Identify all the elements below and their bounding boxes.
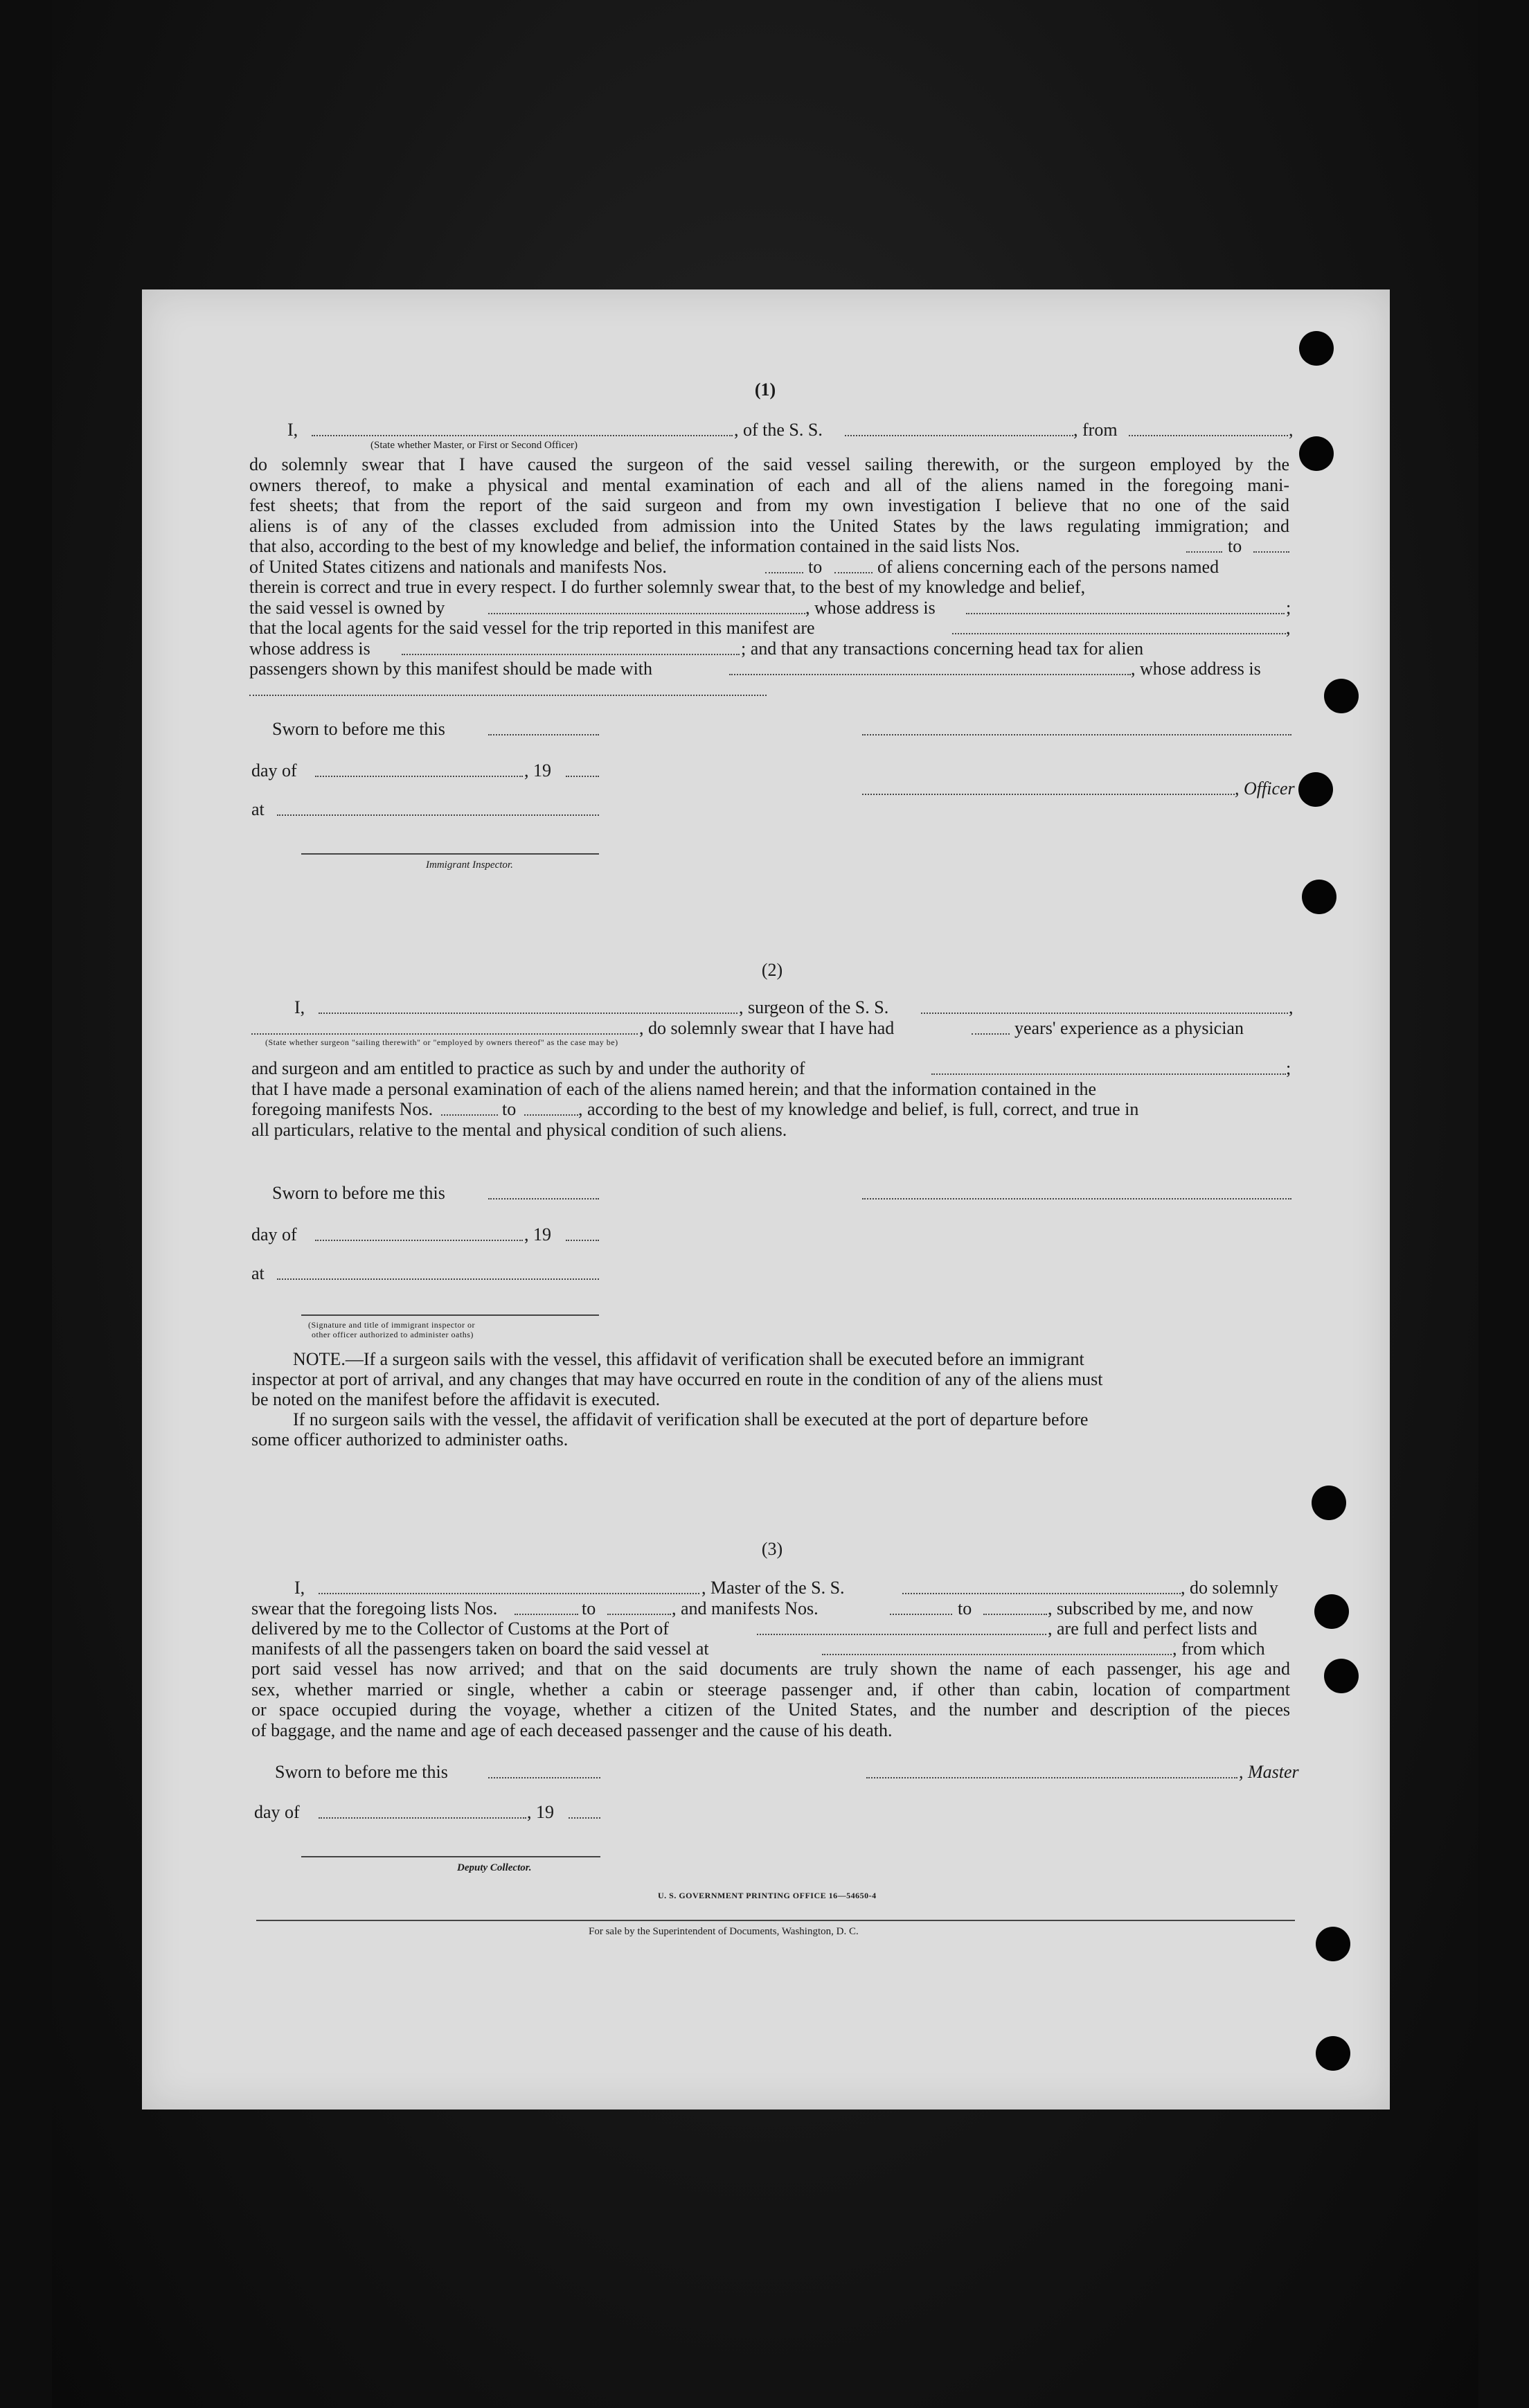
s2-at-field[interactable] — [277, 1278, 599, 1280]
punch-hole — [1298, 772, 1333, 807]
s3-to-a: to — [582, 1598, 596, 1618]
s3-year-field[interactable] — [569, 1817, 600, 1819]
s1-line-7: therein is correct and true in every respect. I do further solemnly swear that, to the best of my knowledge and belief, — [249, 577, 1086, 597]
gpo-imprint: U. S. GOVERNMENT PRINTING OFFICE 16—54650-4 — [658, 1891, 877, 1900]
s1-month-field[interactable] — [315, 776, 523, 777]
s2-i: I, — [294, 997, 305, 1017]
s3-line-2: sex, whether married or single, whether a cabin or steerage passenger and, if other than cabin, location of compartment — [251, 1679, 1290, 1700]
s3-year: , 19 — [527, 1802, 554, 1822]
s1-line-1: do solemnly swear that I have caused the surgeon of the said vessel sailing therewith, or the surgeon employed by the — [249, 454, 1289, 474]
s1-line-9: that the local agents for the said vessel for the trip reported in this manifest are — [249, 618, 815, 638]
s3-and-manifests: , and manifests Nos. — [672, 1598, 819, 1618]
s3-sworn-day-field[interactable] — [488, 1777, 600, 1778]
s2-note2-line-2: some officer authorized to administer oaths. — [251, 1429, 569, 1450]
s2-line-3: foregoing manifests Nos. — [251, 1099, 433, 1119]
s3-month-field[interactable] — [319, 1817, 526, 1819]
s3-master-signature-field[interactable] — [866, 1777, 1237, 1778]
s2-surgeon-type-field[interactable] — [251, 1033, 638, 1035]
s2-inspector-line[interactable] — [301, 1314, 599, 1316]
s1-line-4: aliens is of any of the classes excluded from admission into the United States by the laws regulating immigration; and — [249, 515, 1289, 536]
s1-head-tax-party-field[interactable] — [729, 674, 1131, 675]
s1-of-ss: , of the S. S. — [734, 420, 823, 440]
s1-line-10: whose address is — [249, 639, 370, 659]
footer-rule — [256, 1920, 1295, 1921]
s2-day-of: day of — [251, 1224, 297, 1245]
s3-manifests-from-field[interactable] — [890, 1614, 952, 1615]
s1-to-b: to — [808, 557, 823, 577]
s3-port-field[interactable] — [757, 1634, 1046, 1635]
s1-oath-text — [249, 454, 1289, 536]
s3-sworn: Sworn to before me this — [275, 1762, 448, 1782]
s1-line-3: fest sheets; that from the report of the said surgeon and from my own investigation I believe that no one of the said — [249, 495, 1289, 516]
punch-hole — [1302, 880, 1336, 914]
s3-subscribed: , subscribed by me, and now — [1048, 1598, 1253, 1618]
s1-sworn-day-field[interactable] — [488, 734, 599, 735]
s3-deputy-label: Deputy Collector. — [457, 1862, 532, 1873]
s1-at: at — [251, 799, 265, 819]
s3-line-4: of baggage, and the name and age of each deceased passenger and the cause of his death. — [251, 1720, 893, 1740]
s2-vessel-field[interactable] — [921, 1013, 1288, 1014]
punch-hole — [1316, 1927, 1350, 1961]
s3-to-b: to — [958, 1598, 972, 1618]
s2-years: years' experience as a physician — [1014, 1018, 1244, 1038]
s1-line-11: passengers shown by this manifest should be made with — [249, 659, 653, 679]
s1-line-2: owners thereof, to make a physical and mental examination of each and all of the aliens named in the foregoing mani- — [249, 474, 1289, 495]
s2-sig-caption-2: other officer authorized to administer oaths) — [312, 1330, 474, 1339]
s3-master-of: , Master of the S. S. — [701, 1578, 845, 1598]
s1-day-of: day of — [251, 760, 297, 781]
s3-do-solemnly: , do solemnly — [1181, 1578, 1278, 1598]
s2-sworn: Sworn to before me this — [272, 1183, 445, 1203]
s2-note-text-1: —If a surgeon sails with the vessel, this affidavit of verification shall be executed before an immigrant — [345, 1349, 1084, 1369]
s2-manifests-to-field[interactable] — [524, 1114, 578, 1116]
s1-line-5: that also, according to the best of my knowledge and belief, the information contained in the said lists Nos. — [249, 536, 1020, 556]
s1-semicolon-a: ; — [1286, 598, 1291, 618]
s1-agents-field[interactable] — [952, 633, 1286, 634]
s3-master-label: , Master — [1239, 1762, 1299, 1782]
s1-officer-label: , Officer — [1235, 778, 1295, 799]
s2-surgeon-name-field[interactable] — [319, 1013, 737, 1014]
s3-oath-text — [251, 1659, 1290, 1740]
s1-signature-field[interactable] — [862, 734, 1291, 735]
s2-surgeon-of: , surgeon of the S. S. — [739, 997, 889, 1017]
s2-swear: , do solemnly swear that I have had — [639, 1018, 895, 1038]
punch-hole — [1314, 1594, 1349, 1629]
s2-manifests-from-field[interactable] — [441, 1114, 498, 1116]
punch-hole — [1324, 1659, 1359, 1693]
s1-comma-b: , — [1286, 618, 1291, 638]
s2-month-field[interactable] — [315, 1240, 523, 1241]
section-3-number: (3) — [761, 1539, 783, 1559]
s2-note2-line-1: If no surgeon sails with the vessel, the affidavit of verification shall be executed at the port of departure before — [293, 1409, 1089, 1429]
s3-lists-from-field[interactable] — [515, 1614, 578, 1615]
s3-manifests-all: manifests of all the passengers taken on board the said vessel at — [251, 1639, 709, 1659]
s2-line-1: and surgeon and am entitled to practice as such by and under the authority of — [251, 1058, 805, 1078]
s1-vessel-field[interactable] — [845, 435, 1073, 436]
section-2-number: (2) — [761, 960, 783, 980]
s1-manifests-to-field[interactable] — [834, 572, 873, 573]
s2-according: , according to the best of my knowledge and belief, is full, correct, and true in — [578, 1099, 1139, 1119]
punch-hole — [1324, 679, 1359, 713]
s1-lists-from-field[interactable] — [1186, 551, 1222, 553]
s1-at-field[interactable] — [277, 814, 599, 816]
s3-i: I, — [294, 1578, 305, 1598]
s3-from-which: , from which — [1172, 1639, 1265, 1659]
s1-lists-to-field[interactable] — [1253, 551, 1289, 553]
s3-swear-lists: swear that the foregoing lists Nos. — [251, 1598, 498, 1618]
s1-of-aliens: of aliens concerning each of the persons named — [877, 557, 1219, 577]
section-1-number: (1) — [754, 380, 776, 400]
s3-line-1: port said vessel has now arrived; and that on the said documents are truly shown the name of each passenger, his age and — [251, 1659, 1290, 1679]
punch-hole — [1316, 2036, 1350, 2071]
s2-sig-caption-1: (Signature and title of immigrant inspector or — [308, 1320, 475, 1330]
s1-i: I, — [287, 420, 298, 440]
s2-type-caption: (State whether surgeon "sailing therewith" or "employed by owners thereof" as the case may be) — [265, 1037, 618, 1047]
s3-vessel-field[interactable] — [902, 1593, 1181, 1594]
s2-comma: , — [1289, 997, 1294, 1017]
s2-to: to — [502, 1099, 517, 1119]
s1-year-field[interactable] — [566, 776, 599, 777]
s1-head-tax: ; and that any transactions concerning head tax for alien — [741, 639, 1144, 659]
s2-note-line-2: inspector at port of arrival, and any changes that may have occurred en route in the condition of any of the aliens must — [251, 1369, 1103, 1389]
s1-from-field[interactable] — [1129, 435, 1288, 436]
s2-line-4: all particulars, relative to the mental and physical condition of such aliens. — [251, 1120, 787, 1140]
s3-full-perfect: , are full and perfect lists and — [1048, 1618, 1258, 1639]
s1-manifests-from-field[interactable] — [765, 572, 803, 573]
s1-line-8: the said vessel is owned by — [249, 598, 445, 618]
s2-signature-field[interactable] — [862, 1198, 1291, 1199]
s3-master-name-field[interactable] — [319, 1593, 699, 1594]
s1-agents-address-field[interactable] — [402, 654, 740, 655]
s1-comma: , — [1289, 420, 1294, 440]
s1-head-tax-address-field[interactable] — [249, 695, 767, 696]
s2-year: , 19 — [524, 1224, 551, 1245]
s3-lists-to-field[interactable] — [607, 1614, 671, 1615]
s1-line-6: of United States citizens and nationals and manifests Nos. — [249, 557, 667, 577]
s2-line-2: that I have made a personal examination of each of the aliens named herein; and that the information contained in the — [251, 1079, 1097, 1099]
s2-semicolon: ; — [1286, 1058, 1291, 1078]
s2-year-field[interactable] — [566, 1240, 599, 1241]
s1-rank-field[interactable] — [312, 435, 733, 436]
s1-to-a: to — [1228, 536, 1242, 556]
s2-note-line-3: be noted on the manifest before the affidavit is executed. — [251, 1389, 661, 1409]
punch-hole — [1299, 436, 1334, 471]
s2-at: at — [251, 1263, 265, 1283]
s1-inspector-label: Immigrant Inspector. — [426, 859, 513, 871]
s1-whose-address-b: , whose address is — [1131, 659, 1261, 679]
s2-years-field[interactable] — [972, 1033, 1010, 1035]
s3-manifests-to-field[interactable] — [983, 1614, 1047, 1615]
sale-notice: For sale by the Superintendent of Documents, Washington, D. C. — [589, 1926, 859, 1937]
s1-whose-address-a: , whose address is — [805, 598, 936, 618]
s3-line-3: or space occupied during the voyage, whether a citizen of the United States, and the number and description of the pieces — [251, 1700, 1290, 1720]
s3-departure-port-field[interactable] — [822, 1654, 1172, 1655]
punch-hole — [1299, 331, 1334, 366]
manifest-page — [142, 289, 1390, 2110]
s3-delivered: delivered by me to the Collector of Customs at the Port of — [251, 1618, 669, 1639]
s2-authority-field[interactable] — [931, 1073, 1286, 1075]
punch-hole — [1312, 1486, 1346, 1520]
s3-deputy-line[interactable] — [301, 1856, 600, 1857]
s1-owner-address-field[interactable] — [966, 613, 1285, 614]
s1-owner-field[interactable] — [488, 613, 805, 614]
s2-sworn-day-field[interactable] — [488, 1198, 599, 1199]
s2-note-label: NOTE. — [293, 1349, 346, 1369]
s2-note-line-1 — [293, 1349, 1290, 1370]
s1-from: , from — [1073, 420, 1118, 440]
s1-year: , 19 — [524, 760, 551, 781]
s1-sworn: Sworn to before me this — [272, 719, 445, 739]
s1-rank-caption: (State whether Master, or First or Second Officer) — [370, 440, 578, 451]
s1-officer-field[interactable] — [862, 794, 1235, 795]
s3-day-of: day of — [254, 1802, 300, 1822]
s1-inspector-line[interactable] — [301, 853, 599, 855]
